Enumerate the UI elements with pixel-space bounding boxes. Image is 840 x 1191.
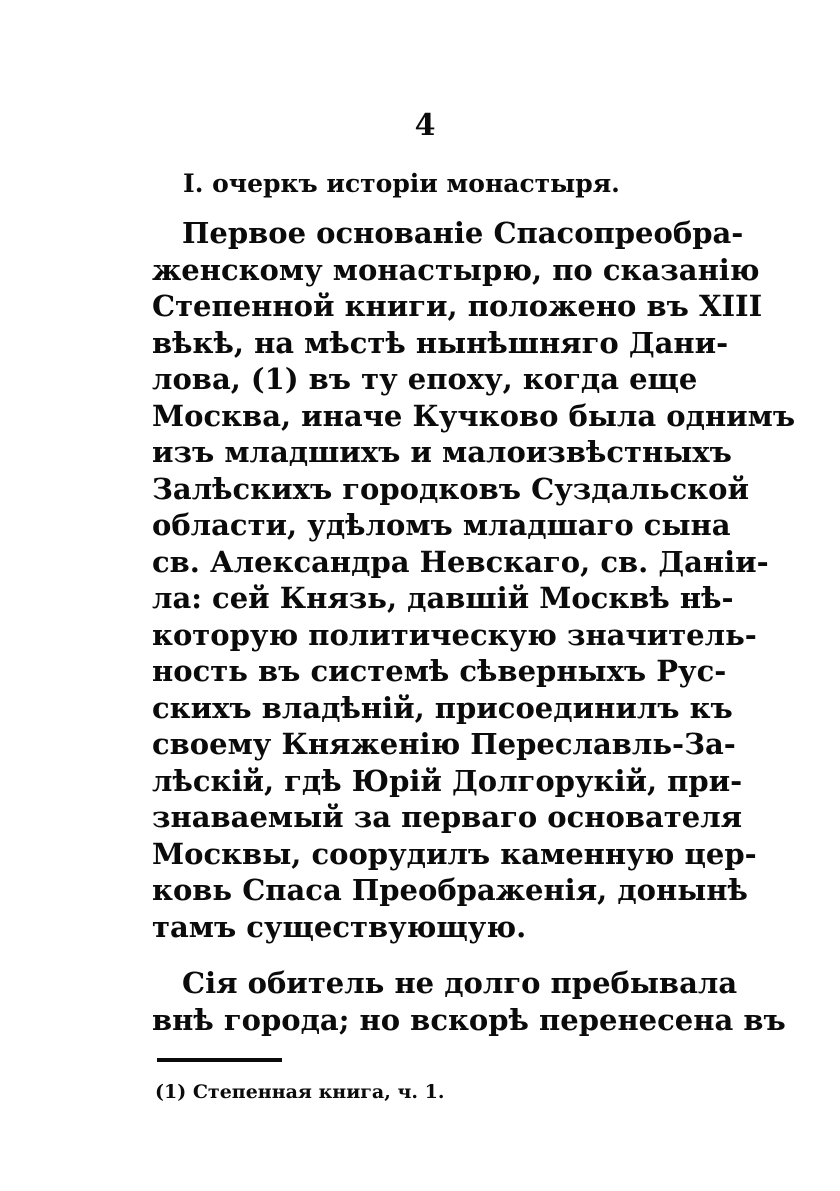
paragraph-line: ковь Спаса Преображенія, донынѣ [152,873,748,907]
paragraph-line: женскому монастырю, по сказанію [152,252,760,287]
paragraph-line: ла: сей Князь, давшій Москвѣ нѣ- [152,581,734,615]
paragraph-1 [152,215,796,945]
paragraph-line: Москвы, соорудилъ каменную цер- [152,836,757,871]
paragraph-line: области, удѣломъ младшаго сына [152,508,731,542]
paragraph-line: знаваемый за перваго основателя [152,800,743,834]
paragraph-line: св. Александра Невскаго, св. Даніи- [152,544,769,579]
paragraph-line: Залѣскихъ городковъ Суздальской [152,471,749,506]
paragraph-line: изъ младшихъ и малоизвѣстныхъ [152,435,732,469]
paragraph-line: тамъ существующую. [152,909,527,944]
footnote: (1) Степенная книга, ч. 1. [155,1081,445,1103]
section-heading: I. очеркъ исторіи монастыря. [183,169,620,198]
page-number: 4 [414,108,436,143]
paragraph-line: лѣскій, гдѣ Юрій Долгорукій, при- [152,763,743,798]
paragraph-line: скихъ владѣній, присоединилъ къ [152,690,733,725]
paragraph-line: ность въ системѣ сѣверныхъ Рус- [152,654,727,688]
footnote-divider [157,1058,282,1062]
paragraph-line: Первое основаніе Спасопреобра- [182,216,744,250]
paragraph-line: лова, (1) въ ту епоху, когда еще [152,362,698,396]
paragraph-line: Москва, иначе Кучково была однимъ [152,398,796,433]
paragraph-line: Степенной книги, положено въ XIII [152,289,763,323]
paragraph-2 [152,965,786,1038]
paragraph-line: своему Княженію Переславль-За- [152,727,736,761]
paragraph-line: Сія обитель не долго пребывала [182,966,738,1000]
paragraph-line: вѣкѣ, на мѣстѣ нынѣшняго Дани- [152,325,729,360]
paragraph-line: которую политическую значитель- [152,617,757,652]
paragraph-line: внѣ города; но вскорѣ перенесена въ [152,1002,786,1037]
